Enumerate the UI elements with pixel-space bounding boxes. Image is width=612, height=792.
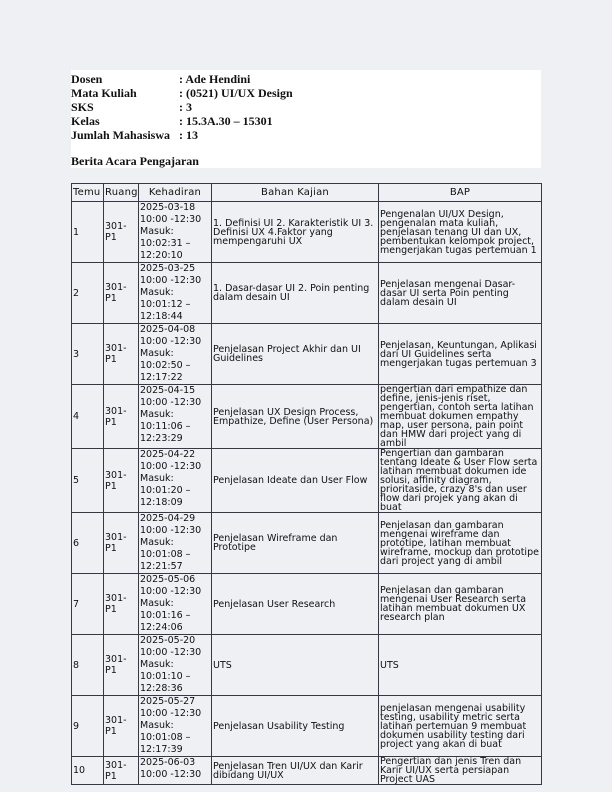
attendance-time: 10:00 -12:30 (140, 214, 202, 225)
bap-cell: Penjelasan mengenai Dasar-dasar UI serta Poin penting dalam desain UI (379, 263, 542, 324)
room-cell: 301-P1 (104, 324, 139, 385)
info-label: Mata Kuliah (71, 86, 137, 100)
attendance-masuk: Masuk: 10:01:10 – 12:28:36 (140, 659, 191, 694)
attendance-date: 2025-05-20 (140, 635, 196, 646)
meeting-number: 2 (72, 263, 104, 324)
info-row (71, 86, 293, 100)
attendance-time: 10:00 -12:30 (140, 275, 202, 286)
course-info-header (71, 70, 541, 168)
table-row (72, 202, 542, 263)
info-label: SKS (71, 100, 94, 114)
bap-cell: Penjelasan dan gambaran mengenai wireframe dan prototipe, latihan membuat wireframe, mockup dan prototipe dari project yang di ambil (379, 513, 542, 574)
topic-cell: 1. Definisi UI 2. Karakteristik UI 3. Definisi UX 4.Faktor yang mempengaruhi UX (212, 202, 379, 263)
attendance-masuk: Masuk: 10:01:20 – 12:18:09 (140, 473, 191, 508)
meeting-number: 5 (72, 449, 104, 513)
bap-cell: Penjelasan dan gambaran mengenai User Research serta latihan membuat dokumen UX research plan (379, 574, 542, 635)
meeting-number: 9 (72, 696, 104, 757)
attendance-cell (139, 574, 212, 635)
attendance-date: 2025-03-18 (140, 202, 196, 213)
attendance-date: 2025-04-15 (140, 385, 196, 396)
bap-table (71, 183, 542, 785)
topic-cell: Penjelasan UX Design Process, Empathize, Define (User Persona) (212, 385, 379, 449)
bap-cell: UTS (379, 635, 542, 696)
attendance-cell (139, 449, 212, 513)
attendance-masuk: Masuk: 10:01:08 – 12:21:57 (140, 537, 191, 572)
info-label: Dosen (71, 72, 103, 86)
table-header-row (72, 184, 542, 202)
column-header-ruang: Ruang (104, 184, 139, 202)
attendance-time: 10:00 -12:30 (140, 461, 202, 472)
bap-cell: Pengertian dan jenis Tren dan Karir UI/UX serta persiapan Project UAS (379, 757, 542, 785)
info-row (71, 100, 293, 114)
attendance-date: 2025-04-08 (140, 324, 196, 335)
attendance-time: 10:00 -12:30 (140, 397, 202, 408)
table-row (72, 385, 542, 449)
table-row (72, 513, 542, 574)
attendance-time: 10:00 -12:30 (140, 769, 202, 780)
room-cell: 301-P1 (104, 263, 139, 324)
table-row (72, 449, 542, 513)
topic-cell: Penjelasan Project Akhir dan UI Guidelines (212, 324, 379, 385)
info-label: Kelas (71, 114, 100, 128)
topic-cell: Penjelasan Usability Testing (212, 696, 379, 757)
table-row (72, 696, 542, 757)
bap-cell: penjelasan mengenai usability testing, usability metric serta latihan pertemuan 9 membuat dokumen usability testing dari project yang akan di buat (379, 696, 542, 757)
room-cell: 301-P1 (104, 202, 139, 263)
room-cell: 301-P1 (104, 449, 139, 513)
bap-cell: pengertian dari empathize dan define, jenis-jenis riset, pengertian, contoh serta latihan membuat dokumen empathy map, user persona, pain point dan HMW dari project yang di ambil (379, 385, 542, 449)
attendance-date: 2025-03-25 (140, 263, 196, 274)
column-header-bap: BAP (379, 184, 542, 202)
topic-cell: Penjelasan Wireframe dan Prototipe (212, 513, 379, 574)
room-cell: 301-P1 (104, 574, 139, 635)
column-header-temu: Temu (72, 184, 104, 202)
attendance-date: 2025-04-29 (140, 513, 196, 524)
meeting-number: 7 (72, 574, 104, 635)
attendance-date: 2025-04-22 (140, 449, 196, 460)
attendance-time: 10:00 -12:30 (140, 525, 202, 536)
info-value: : Ade Hendini (179, 72, 251, 86)
room-cell: 301-P1 (104, 696, 139, 757)
attendance-masuk: Masuk: 10:11:06 – 12:23:29 (140, 409, 191, 444)
info-row (71, 114, 293, 128)
info-value: : (0521) UI/UX Design (179, 86, 293, 100)
attendance-cell (139, 324, 212, 385)
bap-cell: Pengenalan UI/UX Design, pengenalan mata kuliah, penjelasan tenang UI dan UX, pembentukan kelompok project, mengerjakan tugas pertemuan 1 (379, 202, 542, 263)
attendance-cell (139, 202, 212, 263)
info-row (71, 128, 293, 142)
meeting-number: 8 (72, 635, 104, 696)
topic-cell: Penjelasan User Research (212, 574, 379, 635)
info-row (71, 72, 293, 86)
meeting-number: 3 (72, 324, 104, 385)
table-row (72, 574, 542, 635)
table-row (72, 635, 542, 696)
info-label: Jumlah Mahasiswa (71, 128, 171, 142)
attendance-time: 10:00 -12:30 (140, 586, 202, 597)
room-cell: 301-P1 (104, 757, 139, 785)
attendance-date: 2025-06-03 (140, 757, 196, 768)
info-value: : 13 (179, 128, 198, 142)
topic-cell: Penjelasan Tren UI/UX dan Karir dibidang UI/UX (212, 757, 379, 785)
attendance-masuk: Masuk: 10:01:12 – 12:18:44 (140, 287, 191, 322)
column-header-bahan-kajian: Bahan Kajian (212, 184, 379, 202)
topic-cell: 1. Dasar-dasar UI 2. Poin penting dalam desain UI (212, 263, 379, 324)
attendance-masuk: Masuk: 10:01:08 – 12:17:39 (140, 720, 191, 755)
topic-cell: UTS (212, 635, 379, 696)
bap-cell: Pengertian dan gambaran tentang Ideate & User Flow serta latihan membuat dokumen ide solusi, affinity diagram, prioritaside, crazy 8's dan user flow dari projek yang akan di buat (379, 449, 542, 513)
attendance-cell (139, 385, 212, 449)
bap-cell: Penjelasan, Keuntungan, Aplikasi dari UI Guidelines serta mengerjakan tugas pertemuan 3 (379, 324, 542, 385)
room-cell: 301-P1 (104, 513, 139, 574)
attendance-masuk: Masuk: 10:02:50 – 12:17:22 (140, 348, 191, 383)
meeting-number: 6 (72, 513, 104, 574)
info-value: : 15.3A.30 – 15301 (179, 114, 273, 128)
room-cell: 301-P1 (104, 635, 139, 696)
attendance-cell (139, 696, 212, 757)
attendance-date: 2025-05-27 (140, 696, 196, 707)
info-value: : 3 (179, 100, 192, 114)
section-title: Berita Acara Pengajaran (71, 154, 199, 168)
attendance-time: 10:00 -12:30 (140, 336, 202, 347)
topic-cell: Penjelasan Ideate dan User Flow (212, 449, 379, 513)
table-row (72, 324, 542, 385)
attendance-cell (139, 263, 212, 324)
table-row (72, 757, 542, 785)
attendance-masuk: Masuk: 10:02:31 – 12:20:10 (140, 226, 191, 261)
attendance-cell (139, 635, 212, 696)
column-header-kehadiran: Kehadiran (139, 184, 212, 202)
attendance-date: 2025-05-06 (140, 574, 196, 585)
attendance-time: 10:00 -12:30 (140, 647, 202, 658)
course-info-table (71, 72, 293, 142)
meeting-number: 4 (72, 385, 104, 449)
attendance-cell (139, 513, 212, 574)
meeting-number: 10 (72, 757, 104, 785)
attendance-time: 10:00 -12:30 (140, 708, 202, 719)
attendance-cell (139, 757, 212, 785)
meeting-number: 1 (72, 202, 104, 263)
table-row (72, 263, 542, 324)
room-cell: 301-P1 (104, 385, 139, 449)
attendance-masuk: Masuk: 10:01:16 – 12:24:06 (140, 598, 191, 633)
